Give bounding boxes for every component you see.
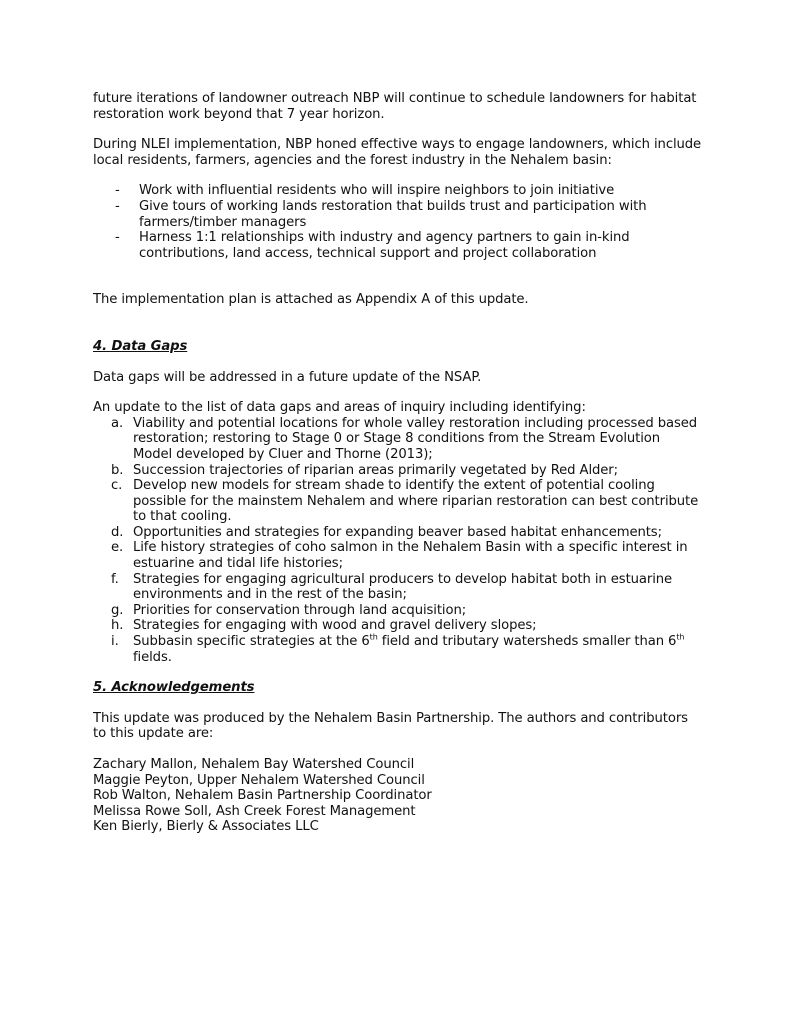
list-text-part: field and tributary watersheds smaller than 6: [377, 634, 677, 650]
list-marker: d.: [111, 524, 124, 540]
bullet-item: [115, 183, 703, 199]
data-gaps-list-intro: An update to the list of data gaps and areas of inquiry including identifying:: [93, 400, 586, 416]
acknowledgements-paragraph: This update was produced by the Nehalem Basin Partnership. The authors and contributors to this update are:: [93, 710, 688, 742]
section-heading-data-gaps: 4. Data Gaps: [93, 338, 188, 354]
data-gap-item: [111, 571, 703, 603]
bullet-text: Give tours of working lands restoration that builds trust and participation with farmers/timber managers: [139, 198, 647, 230]
list-marker: e.: [111, 540, 124, 556]
bullet-text: Harness 1:1 relationships with industry and agency partners to gain in-kind contributions, land access, technical support and project collaboration: [139, 230, 630, 261]
list-text: Life history strategies of coho salmon in the Nehalem Basin with a specific interest in estuarine and tidal life histories;: [133, 540, 688, 572]
contributor-line: Melissa Rowe Soll, Ash Creek Forest Management: [93, 803, 416, 819]
contributor-line: Zachary Mallon, Nehalem Bay Watershed Council: [93, 757, 415, 772]
list-marker: g.: [111, 602, 124, 618]
contributor-line: Maggie Peyton, Upper Nehalem Watershed Council: [93, 772, 425, 788]
data-gap-item: [111, 632, 703, 665]
appendix-note: The implementation plan is attached as Appendix A of this update.: [93, 292, 529, 308]
list-text: Viability and potential locations for whole valley restoration including processed based restoration; restoring to Stage 0 or Stage 8 conditions from the Stream Evolution Model developed by Cluer and Thorne (2013);: [133, 415, 697, 462]
data-gap-item: [111, 618, 703, 634]
list-marker: i.: [111, 634, 119, 650]
engagement-bullet-list: [93, 183, 703, 261]
bullet-item: [115, 230, 703, 261]
document-page: [93, 91, 703, 835]
list-text: Priorities for conservation through land acquisition;: [133, 602, 467, 618]
data-gap-item: [111, 415, 703, 463]
data-gap-item: [111, 602, 703, 619]
list-text: Strategies for engaging with wood and gravel delivery slopes;: [133, 618, 537, 634]
contributor-line: Rob Walton, Nehalem Basin Partnership Coordinator: [93, 788, 432, 804]
data-gap-item: [111, 462, 703, 479]
list-marker: b.: [111, 462, 124, 478]
list-marker: f.: [111, 571, 119, 587]
bullet-marker: -: [115, 198, 120, 214]
contributor-line: Ken Bierly, Bierly & Associates LLC: [93, 819, 319, 835]
bullet-text: Work with influential residents who will inspire neighbors to join initiative: [139, 183, 615, 199]
intro-paragraph-continuation: future iterations of landowner outreach NBP will continue to schedule landowners for habitat restoration work beyond that 7 year horizon.: [93, 91, 697, 122]
list-text: Strategies for engaging agricultural producers to develop habitat both in estuarine environments and in the rest of the basin;: [133, 571, 673, 603]
data-gaps-paragraph: Data gaps will be addressed in a future update of the NSAP.: [93, 369, 482, 385]
data-gap-item: [111, 524, 703, 541]
list-text: Succession trajectories of riparian areas primarily vegetated by Red Alder;: [133, 462, 618, 478]
contributors-list: [93, 757, 703, 835]
superscript-ordinal: th: [676, 632, 685, 642]
list-text-part: Subbasin specific strategies at the 6: [133, 634, 370, 650]
list-text: Opportunities and strategies for expanding beaver based habitat enhancements;: [133, 524, 662, 540]
intro-paragraph-engagement: During NLEI implementation, NBP honed effective ways to engage landowners, which include local residents, farmers, agencies and the forest industry in the Nehalem basin:: [93, 137, 702, 168]
list-text-part: fields.: [133, 649, 172, 665]
section-heading-acknowledgements: 5. Acknowledgements: [93, 680, 255, 696]
bullet-marker: -: [115, 183, 120, 199]
bullet-marker: -: [115, 230, 120, 246]
list-text: Develop new models for stream shade to identify the extent of potential cooling possible for the mainstem Nehalem and where riparian restoration can best contribute to that cooling.: [133, 478, 699, 525]
data-gap-item: [111, 478, 703, 525]
superscript-ordinal: th: [369, 632, 378, 642]
list-marker: c.: [111, 478, 123, 494]
list-marker: a.: [111, 415, 124, 431]
data-gap-item: [111, 540, 703, 572]
data-gaps-list: [93, 416, 703, 666]
list-marker: h.: [111, 618, 124, 634]
list-text: [133, 634, 684, 665]
bullet-item: [115, 198, 703, 230]
